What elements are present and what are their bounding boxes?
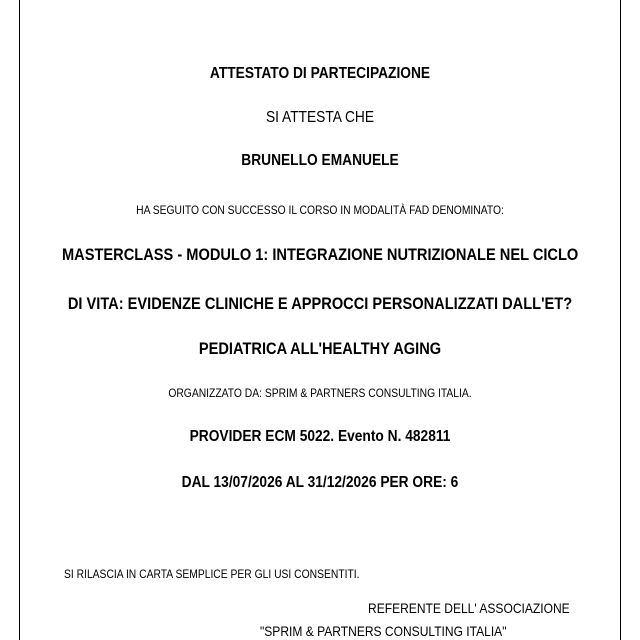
page-border-left bbox=[19, 0, 20, 640]
course-title-line-2: DI VITA: EVIDENZE CLINICHE E APPROCCI PERSONALIZZATI DALL'ET? bbox=[67, 294, 573, 313]
participant-name: BRUNELLO EMANUELE bbox=[241, 152, 399, 169]
attestation-phrase: SI ATTESTA CHE bbox=[265, 109, 375, 126]
provider-event-info: PROVIDER ECM 5022. Evento N. 482811 bbox=[189, 428, 451, 445]
course-title-line-1: MASTERCLASS - MODULO 1: INTEGRAZIONE NUTRIZIONALE NEL CICLO bbox=[62, 245, 579, 264]
course-title-line-3: PEDIATRICA ALL'HEALTHY AGING bbox=[198, 339, 442, 358]
course-dates-hours: DAL 13/07/2026 AL 31/12/2026 PER ORE: 6 bbox=[181, 474, 459, 491]
page-border-right bbox=[620, 0, 621, 640]
certificate-title: ATTESTATO DI PARTECIPAZIONE bbox=[209, 65, 431, 82]
signatory-role: REFERENTE DELL' ASSOCIAZIONE bbox=[368, 600, 570, 616]
completion-statement: HA SEGUITO CON SUCCESSO IL CORSO IN MODALITÀ FAD DENOMINATO: bbox=[136, 203, 504, 217]
usage-note: SI RILASCIA IN CARTA SEMPLICE PER GLI USI CONSENTITI. bbox=[64, 567, 360, 581]
organizer-statement: ORGANIZZATO DA: SPRIM & PARTNERS CONSULTING ITALIA. bbox=[168, 386, 472, 400]
signatory-organization: "SPRIM & PARTNERS CONSULTING ITALIA" bbox=[260, 623, 507, 639]
